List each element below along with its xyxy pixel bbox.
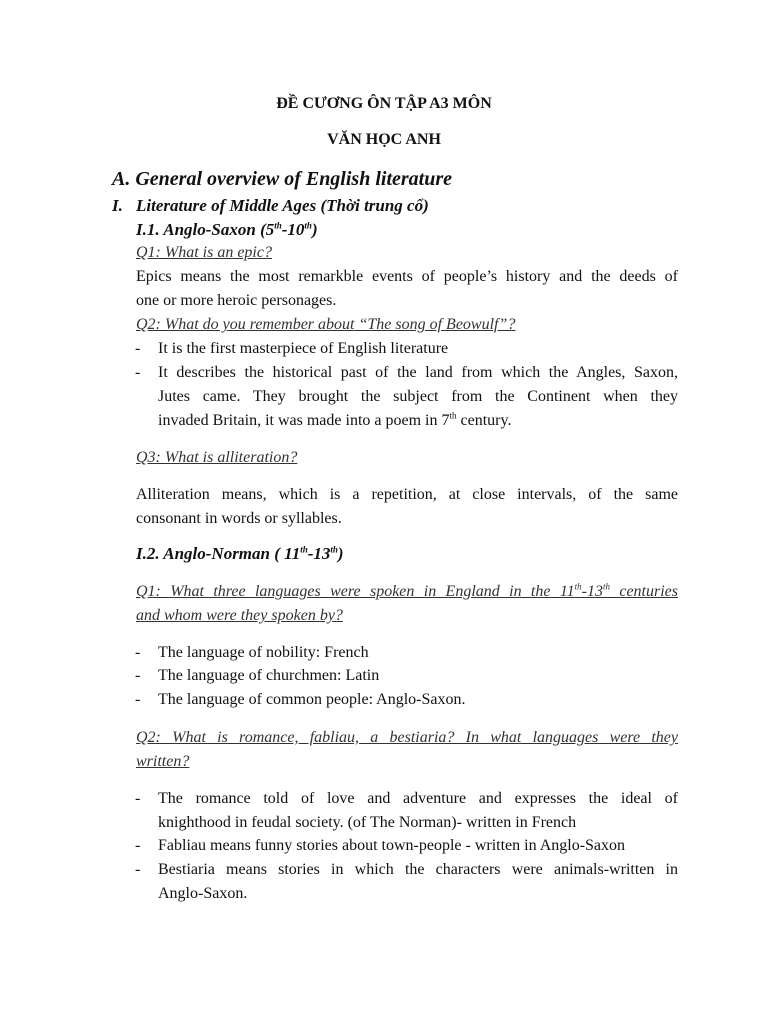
subsection-i2-heading: I.2. Anglo-Norman ( 11th-13th): [136, 544, 344, 563]
answer-epic-line-2: one or more heroic personages.: [136, 292, 337, 309]
question-epic: Q1: What is an epic?: [136, 244, 272, 261]
section-a-heading: A. General overview of English literature: [112, 168, 452, 190]
bullet-dash: -: [135, 364, 141, 381]
list-item: It is the first masterpiece of English literature: [158, 340, 449, 357]
bullet-dash: -: [135, 691, 141, 708]
answer-epic-line-1: Epics means the most remarkble events of people’s history and the deeds of: [136, 268, 678, 285]
question-languages-line-1: Q1: What three languages were spoken in England in the 11th-13th centuries: [136, 581, 678, 600]
section-i-number: I.: [112, 196, 123, 215]
bullet-dash: -: [135, 837, 141, 854]
bullet-dash: -: [135, 790, 141, 807]
question-romance-line-1: Q2: What is romance, fabliau, a bestiaria? In what languages were they: [136, 729, 678, 746]
list-item: invaded Britain, it was made into a poem in 7th century.: [158, 410, 512, 429]
list-item: It describes the historical past of the land from which the Angles, Saxon,: [158, 364, 678, 381]
subsection-i1-heading: I.1. Anglo-Saxon (5th-10th): [136, 220, 318, 239]
bullet-dash: -: [135, 644, 141, 661]
bullet-dash: -: [135, 667, 141, 684]
doc-title-line-1: ĐỀ CƯƠNG ÔN TẬP A3 MÔN: [276, 95, 492, 112]
list-item: The language of churchmen: Latin: [158, 667, 380, 684]
list-item: Jutes came. They brought the subject from the Continent when they: [158, 388, 678, 405]
list-item: The language of common people: Anglo-Saxon.: [158, 691, 466, 708]
doc-title-line-2: VĂN HỌC ANH: [327, 131, 441, 148]
bullet-dash: -: [135, 861, 141, 878]
list-item: knighthood in feudal society. (of The Norman)- written in French: [158, 814, 577, 831]
list-item: Fabliau means funny stories about town-people - written in Anglo-Saxon: [158, 837, 626, 854]
list-item: Anglo-Saxon.: [158, 885, 248, 902]
answer-alliteration-line-2: consonant in words or syllables.: [136, 510, 342, 527]
list-item: The romance told of love and adventure and expresses the ideal of: [158, 790, 678, 807]
list-item: The language of nobility: French: [158, 644, 369, 661]
question-languages-line-2: and whom were they spoken by?: [136, 607, 343, 624]
answer-alliteration-line-1: Alliteration means, which is a repetition, at close intervals, of the same: [136, 486, 678, 503]
question-alliteration: Q3: What is alliteration?: [136, 449, 298, 466]
question-beowulf: Q2: What do you remember about “The song of Beowulf”?: [136, 316, 516, 333]
section-i-heading: Literature of Middle Ages (Thời trung cổ): [136, 196, 429, 215]
bullet-dash: -: [135, 340, 141, 357]
question-romance-line-2: written?: [136, 753, 190, 770]
list-item: Bestiaria means stories in which the characters were animals-written in: [158, 861, 678, 878]
